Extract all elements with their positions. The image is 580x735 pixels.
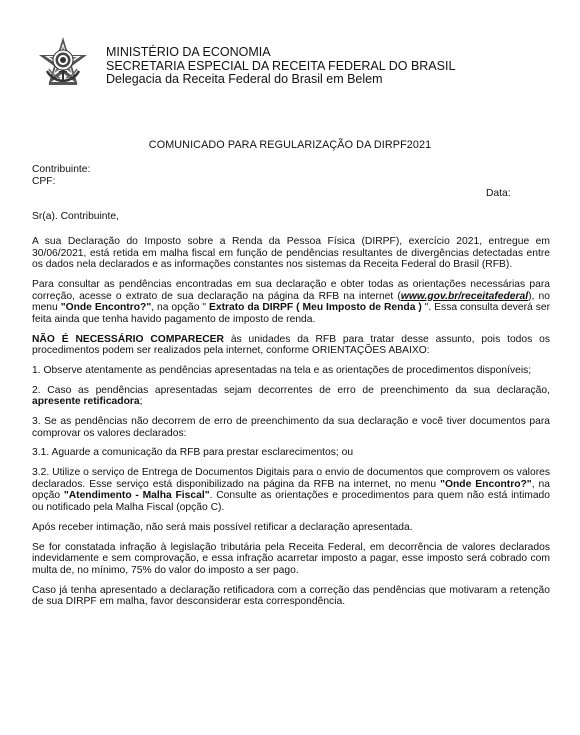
- date-label: Data:: [486, 188, 511, 199]
- emphasis-text: apresente retificadora: [32, 396, 140, 408]
- cpf-label: CPF:: [32, 176, 56, 187]
- paragraph-no-need: [32, 334, 550, 357]
- paragraph-infraction: Se for constatada infração à legislação tributária pela Receita Federal, em decorrência de valores declarados indevidamente e sem comprovação, e essa infração acarretar imposto a pagar, esse imposto será cobrado com multa de, no mínimo, 75% do valor do imposto a ser pago.: [32, 541, 550, 576]
- document-title: COMUNICADO PARA REGULARIZAÇÃO DA DIRPF2021: [148, 139, 432, 151]
- contribuinte-label: Contribuinte:: [32, 164, 91, 175]
- instruction-3-1: 3.1. Aguarde a comunicação da RFB para prestar esclarecimentos; ou: [32, 447, 354, 459]
- option-name: "Atendimento - Malha Fiscal": [63, 490, 210, 502]
- emphasis-text: NÃO É NECESSÁRIO COMPARECER: [32, 333, 224, 345]
- letterhead: [106, 46, 455, 87]
- paragraph-text: 3.2. Utilize o serviço de Entrega de Documentos Digitais para o envio de documentos que comprovem os valores declarados. Esse serviço está disponibilizado na página da RFB na internet, no menu: [32, 467, 550, 490]
- paragraph-after-intimation: Após receber intimação, não será mais possível retificar a declaração apresentada.: [32, 521, 413, 533]
- instruction-1: 1. Observe atentamente as pendências apresentadas na tela e as orientações de procedimentos disponíveis;: [32, 364, 532, 376]
- option-name: Extrato da DIRPF ( Meu Imposto de Renda ): [208, 302, 422, 314]
- paragraph-text: Para consultar as pendências encontradas em sua declaração e obter todas as orientações necessárias para correção, acesse o extrato de sua declaração na página da RFB na internet (: [32, 278, 550, 302]
- instruction-3-2: [32, 467, 550, 513]
- rfb-website-link[interactable]: www.gov.br/receitafederal: [400, 290, 529, 302]
- paragraph-consult: [32, 279, 550, 325]
- paragraph-text: , na opção ": [151, 302, 209, 314]
- paragraph-text: , na opção: [32, 478, 551, 502]
- brazil-coat-of-arms-icon: [38, 36, 88, 86]
- greeting: Sr(a). Contribuinte,: [32, 211, 119, 222]
- office-name: Delegacia da Receita Federal do Brasil em Belem: [106, 72, 383, 86]
- menu-name: "Onde Encontro?": [440, 478, 532, 490]
- paragraph-retention: A sua Declaração do Imposto sobre a Renda da Pessoa Física (DIRPF), exercício 2021, entregue em 30/06/2021, está retida em malha fiscal em função de pendências resultantes de divergências detectadas entre os dados nela declarados e as informações constantes nos sistemas da Receita Federal do Brasil (RFB).: [32, 236, 550, 271]
- secretariat-name: SECRETARIA ESPECIAL DA RECEITA FEDERAL DO BRASIL: [106, 58, 456, 73]
- paragraph-text: 2. Caso as pendências apresentadas sejam decorrentes de erro de preenchimento da sua declaração,: [32, 384, 550, 396]
- ministry-name: MINISTÉRIO DA ECONOMIA: [106, 45, 271, 59]
- instruction-2: [32, 385, 550, 408]
- paragraph-text: ), no menu: [32, 290, 550, 314]
- letter-body: [32, 236, 550, 616]
- paragraph-text: . Consulte as orientações e procedimentos para quem não está intimado ou notificado pela Malha Fiscal (opção C).: [32, 490, 551, 513]
- instruction-3: 3. Se as pendências não decorrem de erro de preenchimento da sua declaração e você tiver documentos para comprovar os valores declarados:: [32, 416, 550, 439]
- paragraph-text: ;: [139, 396, 143, 408]
- paragraph-text: ". Essa consulta deverá ser feita ainda que tenha havido pagamento de imposto de renda.: [32, 302, 551, 325]
- paragraph-text: às unidades da RFB para tratar desse assunto, pois todos os procedimentos podem ser realizados pela internet, conforme ORIENTAÇÕES ABAIXO:: [32, 333, 550, 357]
- menu-name: "Onde Encontro?": [60, 302, 152, 314]
- paragraph-disregard: Caso já tenha apresentado a declaração retificadora com a correção das pendências que motivaram a retenção de sua DIRPF em malha, favor desconsiderar esta correspondência.: [32, 584, 550, 608]
